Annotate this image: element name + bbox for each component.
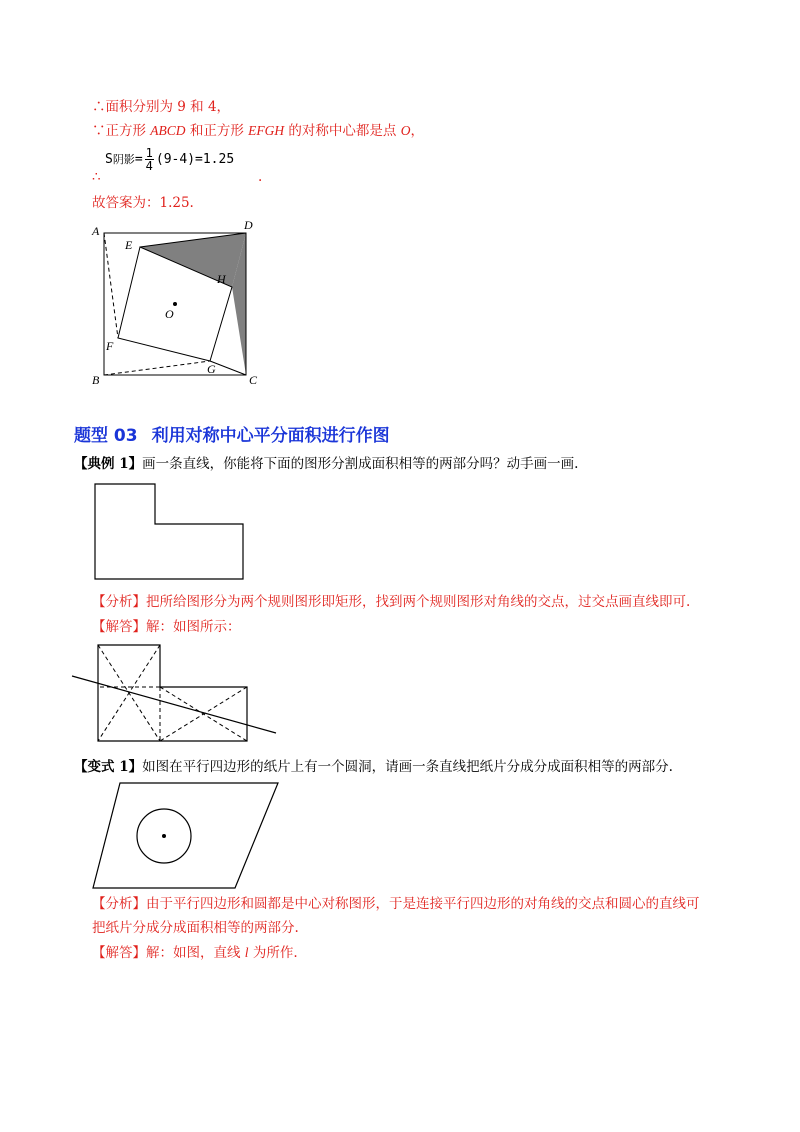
- section-title-text: 利用对称中心平分面积进行作图: [151, 426, 390, 446]
- therefore-symbol-3: ∴: [92, 169, 101, 185]
- formula-period: .: [258, 169, 263, 185]
- variant-1-analysis-line-2: 把纸片分成分成面积相等的两部分.: [92, 920, 299, 936]
- text-segment: 的对称中心都是点: [284, 123, 401, 139]
- example-question-text: 画一条直线，你能将下面的图形分割成面积相等的两部分吗？动手画一画.: [142, 456, 579, 472]
- formula-rest: (9-4)=1.25: [155, 152, 235, 167]
- variant-1-analysis-line-1: [92, 895, 700, 913]
- fraction-numerator: 1: [145, 146, 153, 160]
- label-o: O: [165, 307, 174, 321]
- formula-s: S: [105, 152, 113, 167]
- label-e: E: [125, 238, 133, 252]
- text-segment: 正方形: [105, 123, 151, 139]
- analysis-text: 把所给图形分为两个规则图形即矩形，找到两个规则图形对角线的交点，过交点画直线即可.: [146, 594, 691, 610]
- label-g: G: [207, 362, 216, 376]
- formula-equals: =: [134, 152, 143, 167]
- parallelogram: [93, 783, 278, 888]
- analysis-tag: 【分析】: [92, 594, 146, 610]
- label-b: B: [92, 373, 100, 387]
- variant-1-answer: [92, 944, 298, 962]
- italic-label: O: [400, 123, 411, 138]
- analysis-tag: 【分析】: [92, 896, 146, 912]
- answer-line: 故答案为：1.25.: [92, 195, 194, 211]
- label-f: F: [106, 339, 114, 353]
- because-symbol: ∵: [92, 123, 106, 139]
- formula-subscript: 阴影: [112, 153, 135, 166]
- answer-text: 解：如图所示：: [146, 619, 241, 635]
- text-segment: 和正方形: [185, 123, 249, 139]
- text-segment: ，: [410, 123, 424, 139]
- answer-text-end: 为所作.: [248, 945, 298, 961]
- line-l-label: l: [244, 945, 249, 960]
- answer-tag: 【解答】: [92, 945, 146, 961]
- variant-question-text: 如图在平行四边形的纸片上有一个圆洞，请画一条直线把纸片分成分成面积相等的两部分.: [142, 759, 673, 775]
- label-a: A: [92, 224, 100, 238]
- label-h: H: [217, 272, 226, 286]
- solution-text: 面积分别为 9 和 4，: [105, 99, 231, 115]
- analysis-text: 由于平行四边形和圆都是中心对称图形，于是连接平行四边形的对角线的交点和圆心的直线可: [146, 896, 700, 912]
- answer-tag: 【解答】: [92, 619, 146, 635]
- italic-label: ABCD: [150, 123, 186, 138]
- variant-tag: 【变式 1】: [74, 759, 143, 775]
- label-c: C: [249, 373, 258, 387]
- italic-label: EFGH: [248, 123, 285, 138]
- fraction-denominator: 4: [145, 159, 153, 173]
- answer-text: 解：如图，直线: [146, 945, 245, 961]
- therefore-symbol: ∴: [92, 99, 106, 115]
- label-d: D: [244, 218, 253, 232]
- circle-center-dot: [162, 834, 166, 838]
- section-number: 题型 03: [74, 426, 138, 446]
- example-tag: 【典例 1】: [74, 456, 143, 472]
